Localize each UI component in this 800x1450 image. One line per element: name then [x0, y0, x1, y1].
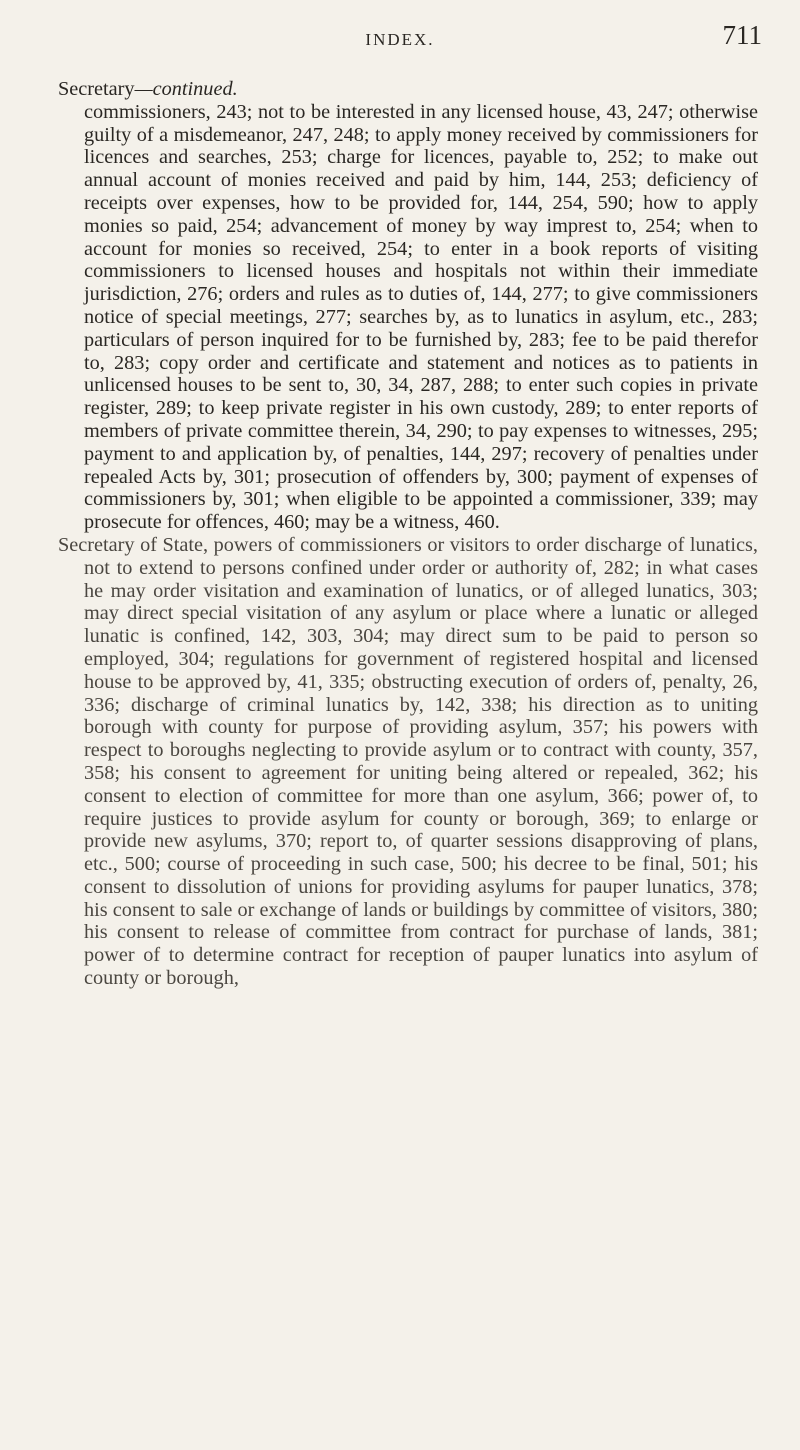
page-header [0, 20, 800, 60]
page-number: 711 [722, 20, 762, 50]
entry-continued-note: —continued. [134, 78, 238, 100]
entry-heading: Secretary [58, 78, 135, 100]
entry-text: commissioners, 243; not to be interested in any licensed house, 43, 247; otherwise guilty of a misdemeanor, 247, 248; to apply money received by commissioners for licences and searches, 253; charge for licences, payable to, 252; to make out annual account of monies received and paid by him, 144, 253; deficiency of receipts over expenses, how to be provided for, 144, 254, 590; how to apply monies so paid, 254; advancement of money by way imprest to, 254; when to account for monies so received, 254; to enter in a book reports of visiting commissioners to licensed houses and hospitals not within their immediate jurisdiction, 276; orders and rules as to duties of, 144, 277; to give commissioners notice of special meetings, 277; searches by, as to lunatics in asylum, etc., 283; particulars of person inquired for to be furnished by, 283; fee to be paid therefor to, 283; copy order and certificate and statement and notices as to patients in unlicensed houses to be sent to, 30, 34, 287, 288; to enter such copies in private register, 289; to keep private register in his own custody, 289; to enter reports of members of private committee therein, 34, 290; to pay expenses to witnesses, 295; payment to and application by, of penalties, 144, 297; recovery of penalties under repealed Acts by, 301; prosecution of offenders by, 300; payment of expenses of commissioners by, 301; when eligible to be appointed a commissioner, 339; may prosecute for offences, 460; may be a witness, 460. [84, 100, 758, 534]
index-entry [58, 78, 758, 534]
index-entry [58, 534, 758, 990]
entry-heading: Secretary [58, 533, 135, 556]
index-body [58, 78, 758, 990]
entry-text: of State, powers of commissioners or visitors to order discharge of lunatics, not to extend to persons confined under order or authority of, 282; in what cases he may order visitation and examination of lunatics, or of alleged lunatics, 303; may direct special visitation of any asylum or place where a lunatic or alleged lunatic is confined, 142, 303, 304; may direct sum to be paid to person so employed, 304; regulations for government of registered hospital and licensed house to be approved by, 41, 335; obstructing execution of orders of, penalty, 26, 336; discharge of criminal lunatics by, 142, 338; his direction as to uniting borough with county for purpose of providing asylum, 357; his powers with respect to boroughs neglecting to provide asylum or to contract with county, 357, 358; his consent to agreement for uniting being altered or repealed, 362; his consent to election of committee for more than one asylum, 366; power of, to require justices to provide asylum for county or borough, 369; to enlarge or provide new asylums, 370; report to, of quarter sessions disapproving of plans, etc., 500; course of proceeding in such case, 500; his decree to be final, 501; his consent to dissolution of unions for providing asylums for pauper lunatics, 378; his consent to sale or exchange of lands or buildings by committee of visitors, 380; his consent to release of committee from contract for purchase of lands, 381; power of to determine contract for reception of pauper lunatics into asylum of county or borough, [84, 533, 758, 990]
running-title: INDEX. [365, 30, 435, 49]
